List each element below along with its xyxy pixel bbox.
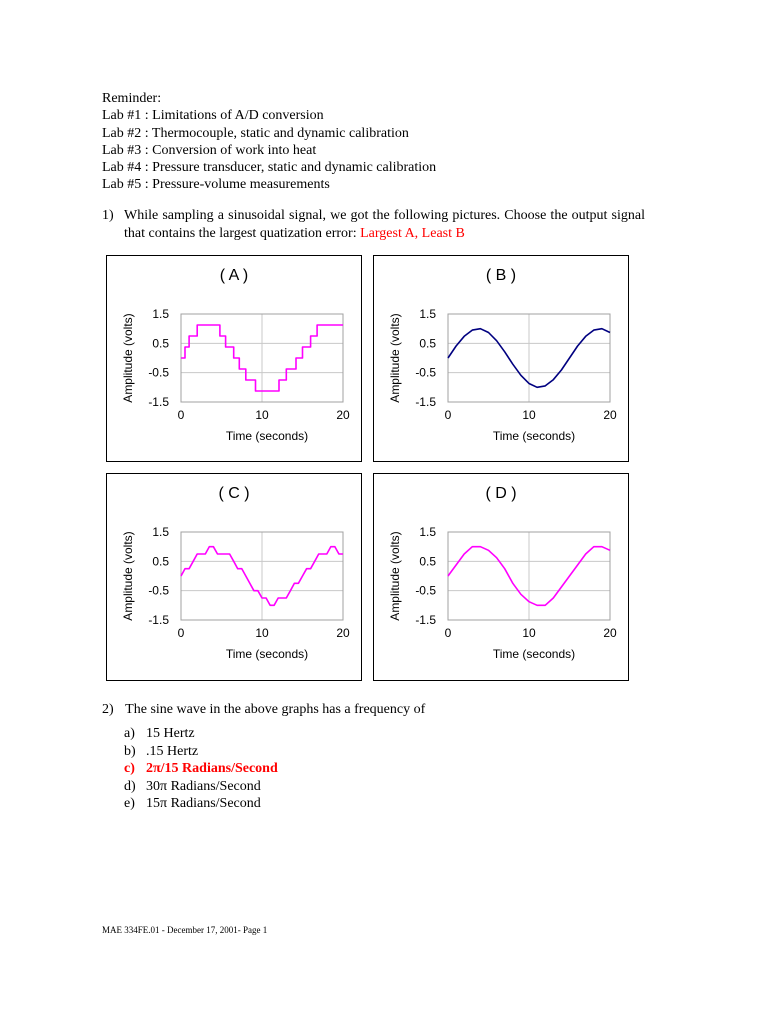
- chart-b: [373, 255, 629, 462]
- x-tick-label: 20: [336, 408, 350, 422]
- chart-c: [106, 473, 362, 681]
- y-tick-label: 0.5: [419, 336, 436, 351]
- question-number: 1): [102, 208, 114, 223]
- lab-line: Lab #4 : Pressure transducer, static and dynamic calibration: [102, 160, 437, 176]
- x-tick-label: 10: [255, 626, 269, 640]
- y-tick-label: 1.5: [419, 525, 436, 539]
- option-e: [124, 795, 278, 813]
- x-tick-label: 0: [177, 408, 185, 422]
- x-tick-label: 20: [336, 626, 350, 640]
- y-tick-label: -1.5: [148, 613, 169, 627]
- y-tick-label: -0.5: [148, 365, 169, 380]
- x-axis-label: Time (seconds): [492, 429, 576, 443]
- option-letter: c): [124, 761, 135, 776]
- option-letter: e): [124, 796, 135, 811]
- y-axis-label: Amplitude (volts): [388, 531, 402, 621]
- answer-options: [124, 725, 278, 813]
- chart-title: ( C ): [218, 485, 250, 502]
- option-text: 30π Radians/Second: [146, 778, 261, 794]
- chart-d: [373, 473, 629, 681]
- y-tick-label: -0.5: [148, 583, 169, 598]
- page-footer: MAE 334FE.01 - December 17, 2001- Page 1: [102, 925, 268, 935]
- x-tick-label: 20: [603, 408, 617, 422]
- lab-line: Lab #5 : Pressure-volume measurements: [102, 177, 330, 193]
- y-tick-label: 0.5: [152, 336, 169, 351]
- chart-title: ( A ): [219, 267, 249, 284]
- option-letter: d): [124, 778, 136, 794]
- x-tick-label: 10: [522, 408, 536, 422]
- x-tick-label: 0: [444, 626, 452, 640]
- option-c: [124, 760, 278, 778]
- y-tick-label: -1.5: [415, 395, 436, 409]
- y-tick-label: 0.5: [419, 554, 436, 569]
- option-text: 2π/15 Radians/Second: [146, 761, 278, 776]
- x-axis-label: Time (seconds): [225, 429, 309, 443]
- x-tick-label: 20: [603, 626, 617, 640]
- chart-title: ( B ): [485, 267, 517, 284]
- lab-line: Lab #2 : Thermocouple, static and dynamic calibration: [102, 125, 409, 141]
- question-text: The sine wave in the above graphs has a frequency of: [125, 702, 426, 717]
- question-2: [102, 701, 425, 719]
- y-tick-label: 0.5: [152, 554, 169, 569]
- y-axis-label: Amplitude (volts): [388, 313, 402, 403]
- y-tick-label: -1.5: [415, 613, 436, 627]
- option-a: [124, 725, 278, 743]
- question-number: 2): [102, 702, 114, 717]
- y-tick-label: 1.5: [152, 307, 169, 321]
- question-1-answer: Largest A, Least B: [360, 226, 465, 241]
- x-tick-label: 0: [444, 408, 452, 422]
- y-tick-label: 1.5: [419, 307, 436, 321]
- y-tick-label: -0.5: [415, 365, 436, 380]
- x-axis-label: Time (seconds): [225, 647, 309, 661]
- question-1-prompt: While sampling a sinusoidal signal, we got the following pictures. Choose the output signal that contains the largest quatization error:: [124, 208, 645, 241]
- reminder-section: [102, 90, 436, 194]
- x-tick-label: 0: [177, 626, 185, 640]
- lab-line: Lab #3 : Conversion of work into heat: [102, 142, 317, 158]
- chart-title: ( D ): [485, 485, 517, 502]
- option-b: [124, 743, 278, 761]
- option-text: 15 Hertz: [146, 726, 195, 741]
- option-d: [124, 778, 278, 796]
- option-letter: a): [124, 726, 135, 741]
- x-axis-label: Time (seconds): [492, 647, 576, 661]
- y-axis-label: Amplitude (volts): [121, 313, 135, 403]
- option-text: 15π Radians/Second: [146, 796, 261, 811]
- x-tick-label: 10: [522, 626, 536, 640]
- lab-line: Lab #1 : Limitations of A/D conversion: [102, 108, 324, 124]
- y-axis-label: Amplitude (volts): [121, 531, 135, 621]
- option-letter: b): [124, 743, 136, 759]
- question-1: [102, 207, 645, 243]
- x-tick-label: 10: [255, 408, 269, 422]
- reminder-heading: Reminder:: [102, 91, 162, 106]
- option-text: .15 Hertz: [146, 743, 199, 759]
- y-tick-label: -0.5: [415, 583, 436, 598]
- y-tick-label: -1.5: [148, 395, 169, 409]
- y-tick-label: 1.5: [152, 525, 169, 539]
- question-text: [124, 207, 645, 243]
- chart-a: [106, 255, 362, 462]
